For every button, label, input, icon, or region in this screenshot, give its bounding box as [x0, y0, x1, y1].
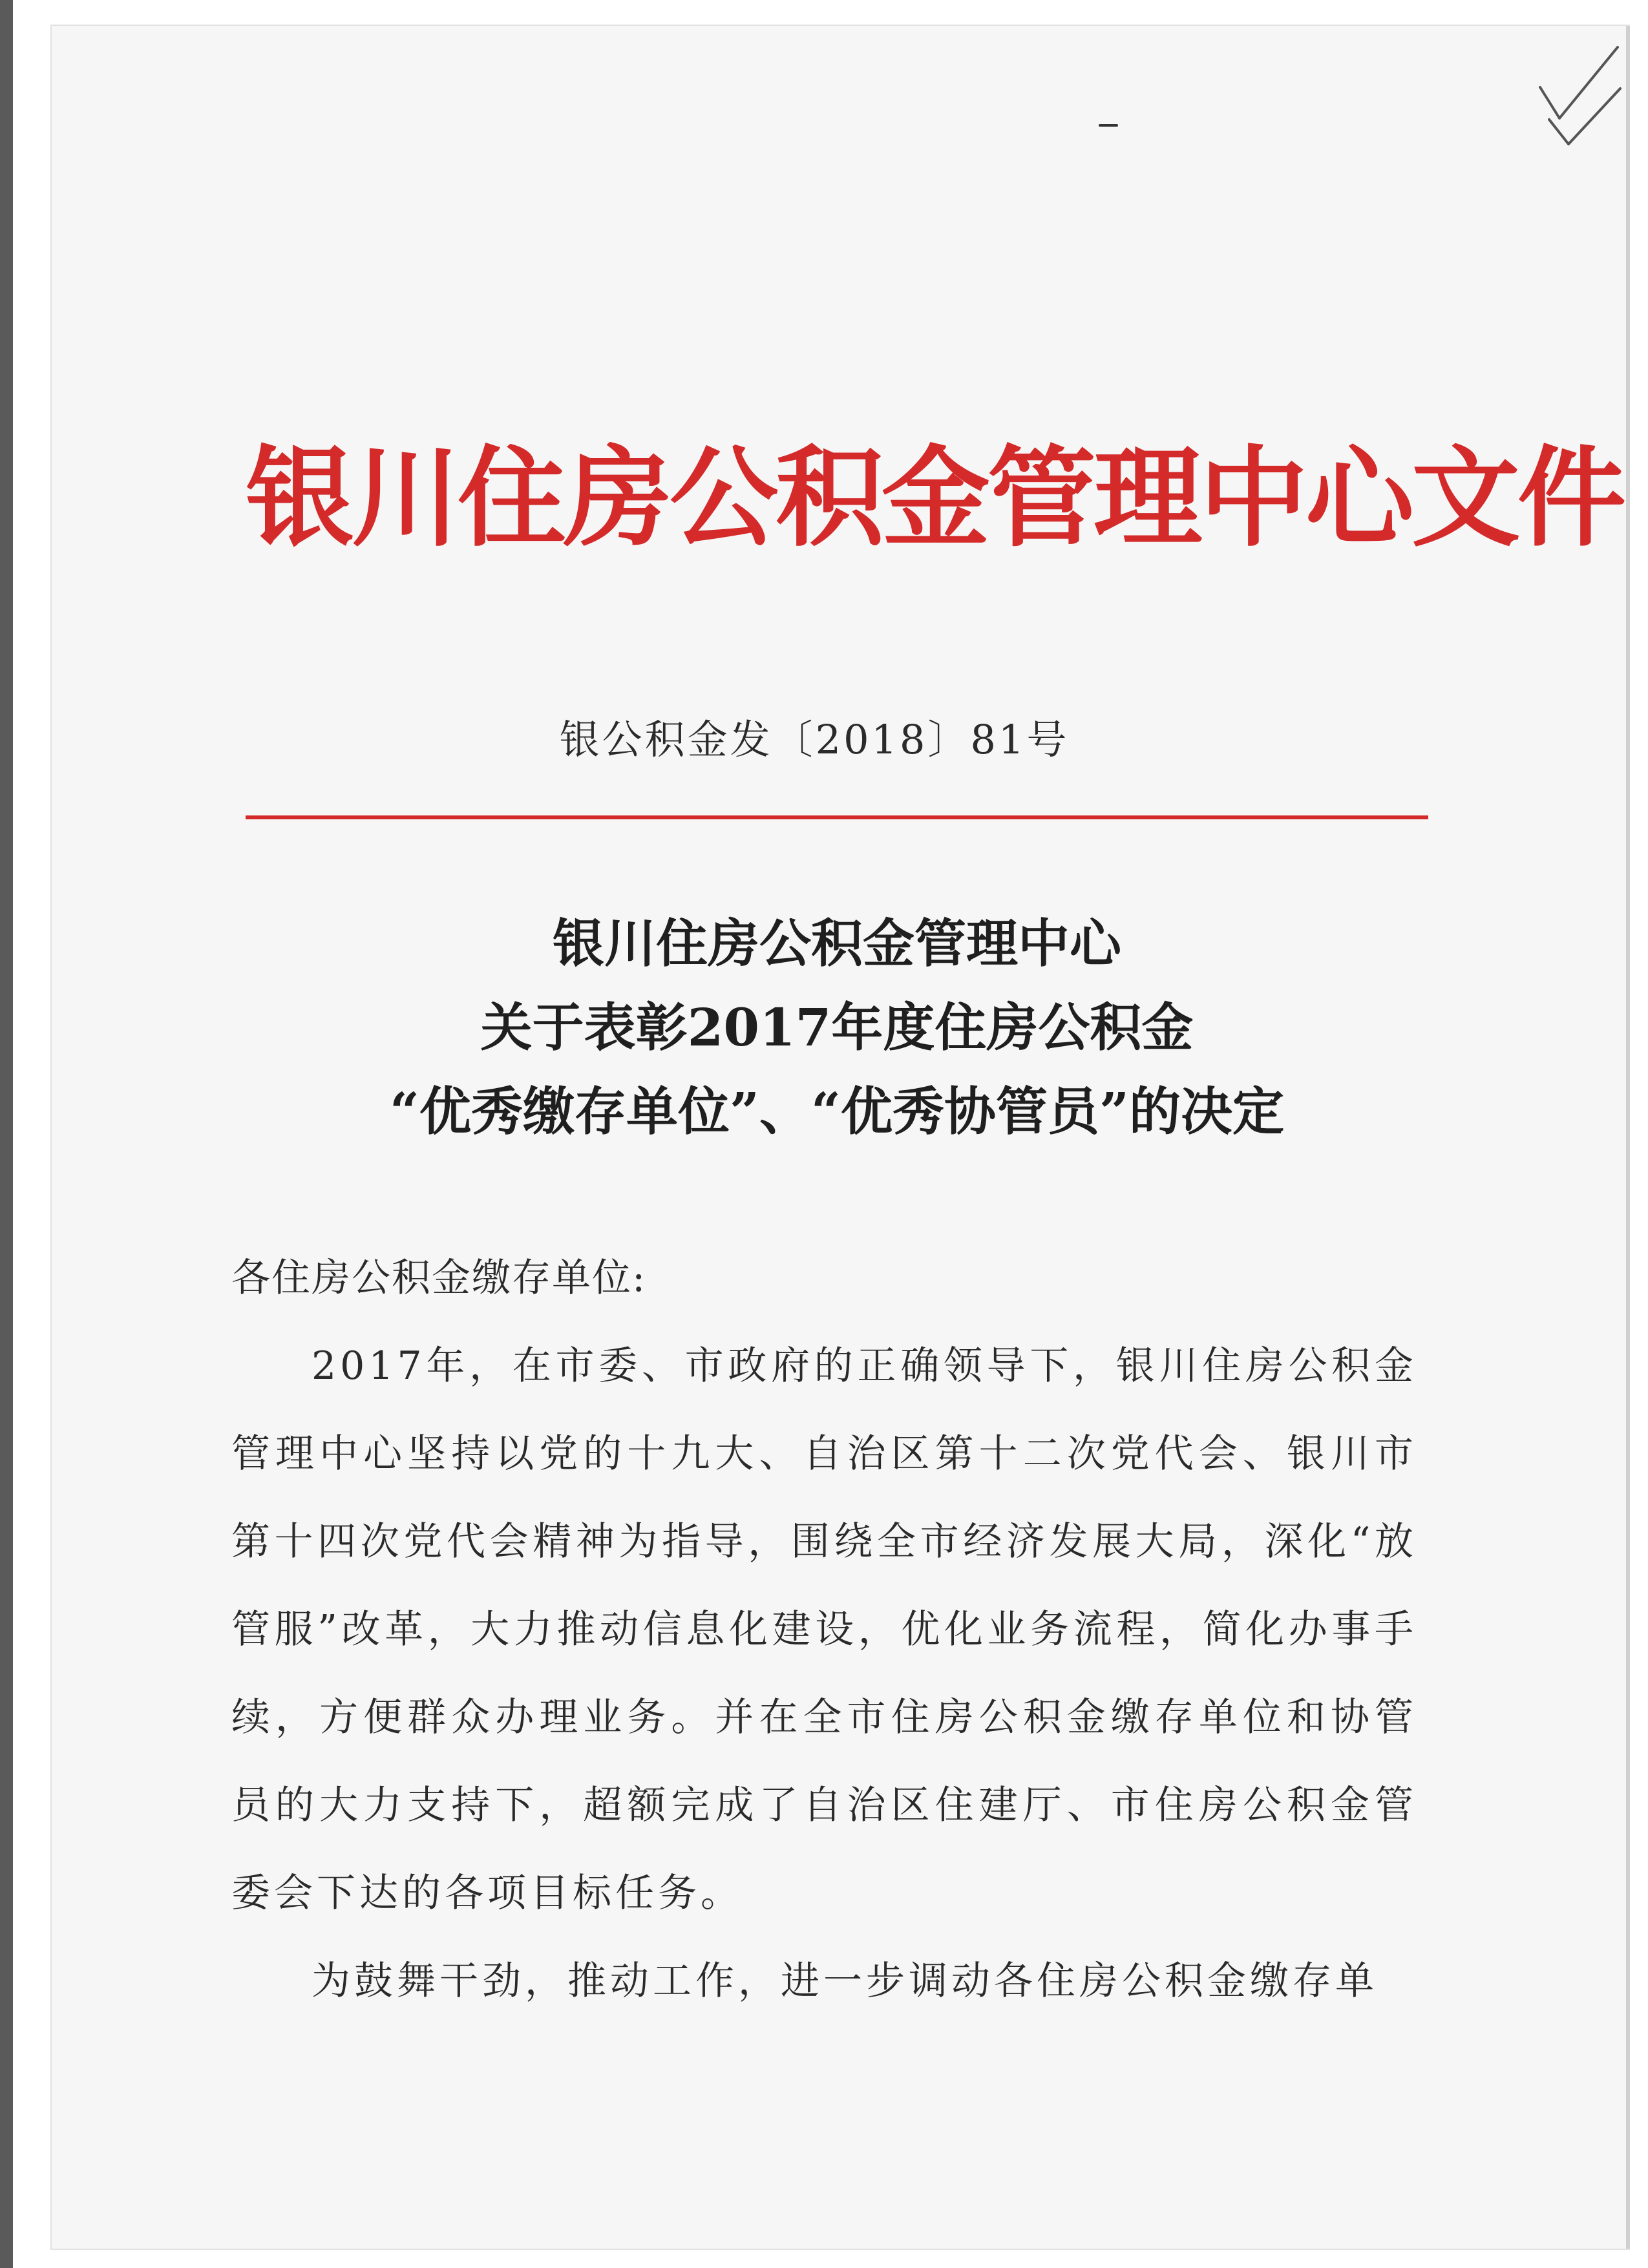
paragraph-2: 为鼓舞干劲，推动工作，进一步调动各住房公积金缴存单: [312, 1958, 1378, 2004]
stray-pen-mark: [1099, 124, 1118, 127]
document-number: 银公积金发〔2018〕81号: [559, 716, 1070, 763]
decision-title-line-2: 关于表彰2017年度住房公积金: [480, 997, 1194, 1058]
handwritten-check-icon: [1535, 42, 1622, 149]
decision-title: [246, 901, 1428, 1153]
scan-edge: [0, 0, 13, 2268]
letterhead-divider: [246, 815, 1428, 819]
decision-title-line-1: 银川住房公积金管理中心: [553, 913, 1121, 974]
decision-title-line-3: “优秀缴存单位”、“优秀协管员”的决定: [389, 1081, 1285, 1142]
document-body: [231, 1234, 1417, 2025]
page-edge-shadow: [1626, 26, 1630, 2249]
paragraph-1: 2017年，在市委、市政府的正确领导下，银川住房公积金管理中心坚持以党的十九大、自治区第十二次党代会、银川市第十四次党代会精神为指导，围绕全市经济发展大局，深化“放管服”改革，大力推动信息化建设，优化业务流程，简化办事手续，方便群众办理业务。并在全市住房公积金缴存单位和协管员的大力支持下，超额完成了自治区住建厅、市住房公积金管委会下达的各项目标任务。: [231, 1343, 1417, 1916]
salutation: 各住房公积金缴存单位:: [231, 1255, 647, 1301]
letterhead-title: 银川住房公积金管理中心文件: [246, 434, 1623, 562]
